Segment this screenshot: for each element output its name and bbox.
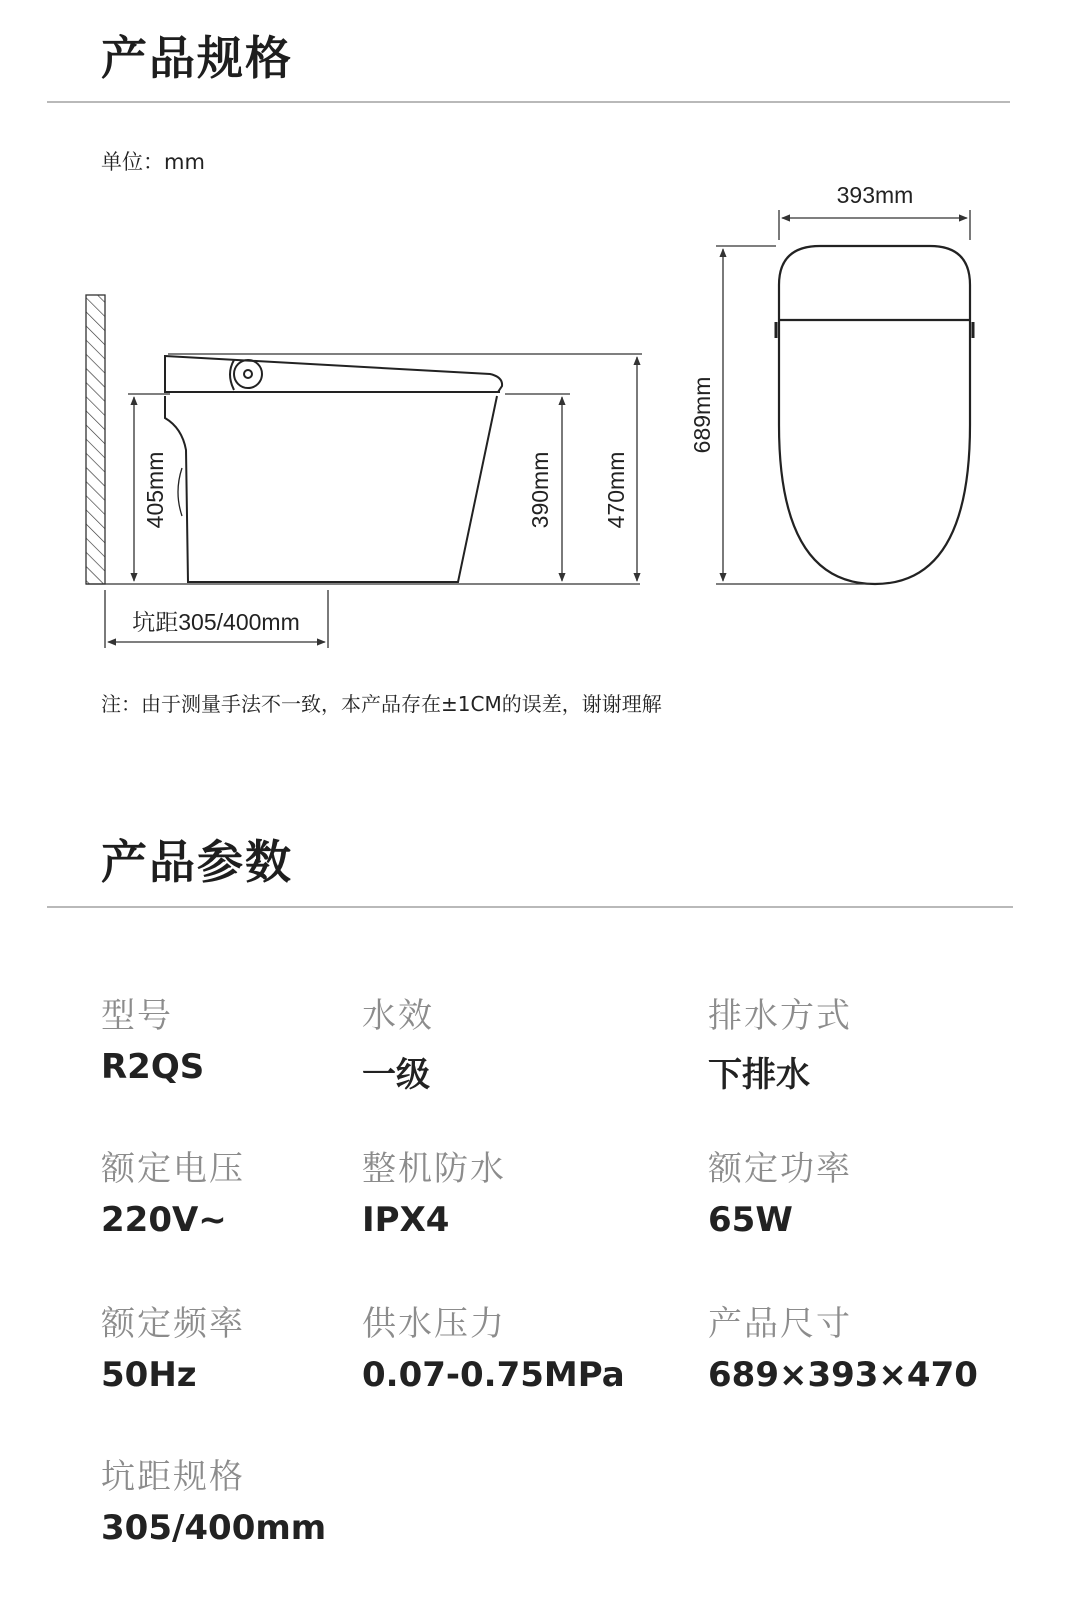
- spec-value: 下排水: [708, 1055, 810, 1095]
- unit-note: 单位：mm: [101, 150, 205, 174]
- spec-value: 0.07-0.75MPa: [362, 1355, 625, 1395]
- params-section-divider: [47, 906, 1013, 908]
- spec-item-model: [101, 988, 204, 1087]
- spec-item-drain-type: [708, 988, 852, 1096]
- spec-section-title: 产品规格: [101, 31, 293, 85]
- dim-top-length-label: 689mm: [689, 376, 715, 454]
- wall-hatch: [86, 295, 105, 584]
- spec-label: 额定电压: [101, 1149, 245, 1189]
- measurement-footnote: 注：由于测量手法不一致，本产品存在±1CM的误差，谢谢理解: [101, 692, 662, 716]
- spec-label: 额定频率: [101, 1304, 245, 1344]
- dim-top-width-label: 393mm: [836, 182, 914, 208]
- dim-seat-height-label: 405mm: [142, 451, 168, 529]
- spec-value: 65W: [708, 1200, 793, 1240]
- params-section-title: 产品参数: [101, 835, 293, 889]
- dim-top-width: [779, 210, 970, 240]
- side-view-outline: [165, 356, 502, 582]
- spec-item-water-efficiency: [362, 988, 434, 1096]
- spec-item-rough-in: [101, 1449, 326, 1548]
- spec-value: IPX4: [362, 1200, 450, 1240]
- spec-value: 一级: [362, 1055, 430, 1095]
- dim-rough-in-label: 坑距305/400mm: [132, 609, 300, 635]
- dimension-diagram: [0, 170, 1080, 670]
- spec-label: 额定功率: [708, 1149, 852, 1189]
- dim-total-height-label: 470mm: [603, 451, 629, 529]
- spec-label: 坑距规格: [101, 1457, 245, 1497]
- spec-value: 220V~: [101, 1200, 227, 1240]
- spec-value: 689×393×470: [708, 1355, 978, 1395]
- spec-label: 排水方式: [708, 996, 852, 1036]
- spec-label: 供水压力: [362, 1304, 506, 1344]
- spec-section-divider: [47, 101, 1010, 103]
- dim-bowl-height-label: 390mm: [527, 451, 553, 529]
- spec-value: 305/400mm: [101, 1508, 327, 1548]
- dim-top-length: [716, 246, 870, 584]
- spec-item-rated-voltage: [101, 1141, 245, 1240]
- spec-value: R2QS: [101, 1047, 205, 1087]
- spec-label: 型号: [101, 996, 173, 1036]
- spec-label: 整机防水: [362, 1149, 506, 1189]
- spec-value: 50Hz: [101, 1355, 197, 1395]
- spec-item-water-pressure: [362, 1296, 625, 1395]
- spec-item-rated-power: [708, 1141, 852, 1240]
- spec-label: 水效: [362, 996, 434, 1036]
- spec-item-product-size: [708, 1296, 978, 1395]
- spec-label: 产品尺寸: [708, 1304, 852, 1344]
- spec-item-rated-frequency: [101, 1296, 245, 1395]
- spec-item-waterproof: [362, 1141, 506, 1240]
- top-view-outline: [776, 246, 973, 584]
